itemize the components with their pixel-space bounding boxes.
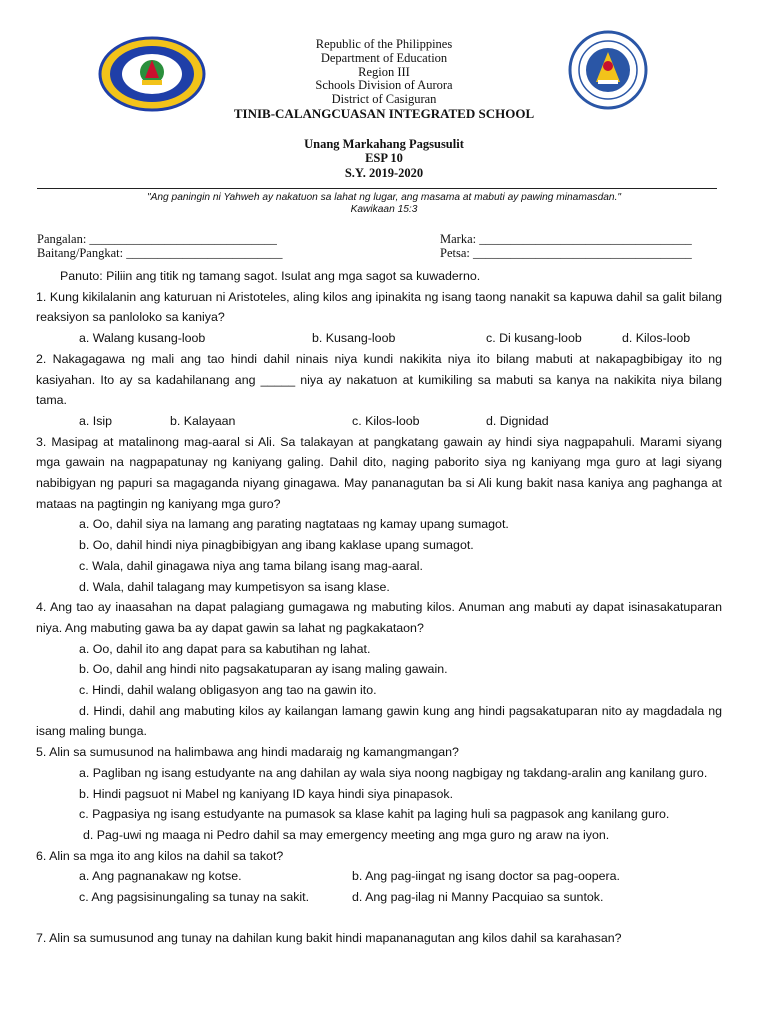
choice-option[interactable]: a. Isip <box>79 413 113 428</box>
choice-option[interactable]: a. Ang pagnanakaw ng kotse. <box>79 869 242 884</box>
name-field[interactable]: Pangalan: ______________________________ <box>37 232 277 246</box>
exam-title: Unang Markahang Pagsusulit <box>304 137 464 151</box>
choice-option[interactable]: d. Ang pag-ilag ni Manny Pacquiao sa suntok. <box>352 890 604 905</box>
choice-option[interactable]: c. Wala, dahil ginagawa niya ang tama bilang isang mag-aaral. <box>79 558 423 573</box>
choice-option[interactable]: c. Ang pagsisinungaling sa tunay na sakit. <box>79 890 310 905</box>
verse-text: "Ang paningin ni Yahweh ay nakatuon sa lahat ng lugar, ang masama at mabuti ay pawing minamasdan." <box>146 192 622 203</box>
choice-option[interactable]: c. Kilos-loob <box>352 413 420 428</box>
header-line: Schools Division of Aurora <box>315 78 453 93</box>
choice-option[interactable]: a. Oo, dahil siya na lamang ang parating nagtataas ng kamay upang sumagot. <box>79 517 509 532</box>
choice-option[interactable]: d. Kilos-loob <box>622 331 691 346</box>
choice-row <box>36 411 722 432</box>
question-2: 2. Nakagagawa ng mali ang tao hindi dahil ninais niya kundi nakikita niya ito bilang mabuti at nakapagbibigay ito ng kasiyahan. Ito ay sa kadahilanang ang _____ niya ay nakatuon at kumikiling sa mabuti sa kanya na nakikita niya bilang tama. <box>36 351 722 408</box>
score-field[interactable]: Marka: __________________________________ <box>440 232 692 246</box>
choice-option[interactable]: d. Pag-uwi ng maaga ni Pedro dahil sa may emergency meeting ang mga guro ng araw na iyon. <box>83 827 610 842</box>
choice-option[interactable]: d. Hindi, dahil ang mabuting kilos ay kailangan lamang gawin kung ang hindi pagsakatuparan nito ay magdadala ng isang maling bunga. <box>36 703 722 739</box>
choice-option[interactable]: a. Oo, dahil ito ang dapat para sa kabutihan ng lahat. <box>79 641 371 656</box>
choice-option[interactable]: b. Kusang-loob <box>312 331 396 346</box>
question-1: 1. Kung kikilalanin ang katuruan ni Aristoteles, aling kilos ang ipinakita ng isang taong nanakit sa kapuwa dahil sa galit bilang reaksiyon sa panloloko sa kaniya? <box>36 289 722 325</box>
header-line: District of Casiguran <box>331 92 437 107</box>
choice-option[interactable]: c. Hindi, dahil walang obligasyon ang tao na gawin ito. <box>79 683 377 698</box>
choice-option[interactable]: b. Kalayaan <box>170 413 236 428</box>
exam-title-block <box>0 137 768 180</box>
question-6: 6. Alin sa mga ito ang kilos na dahil sa takot? <box>36 848 284 863</box>
choice-row <box>36 328 722 349</box>
verse-block <box>0 192 768 216</box>
question-3: 3. Masipag at matalinong mag-aaral si Ali. Sa talakayan at pangkatang gawain ay hindi siya nagpapahuli. Marami siyang mga gawain na nagpapatunay ng kaniyang galing. Dahil dito, naging paborito siya ng kaniyang mga guro at lagi siyang nabibigyan ng papuri sa magaganda niyang ginagawa. May pananagutan ba si Ali kung bakit nasa kaniya ang paghanga at mataas na pagtingin ng kaniyang mga guro? <box>36 434 722 511</box>
choice-option[interactable]: a. Pagliban ng isang estudyante na ang dahilan ay wala siya noong nagbigay ng takdang-aralin ang kanilang guro. <box>79 765 708 780</box>
question-4: 4. Ang tao ay inaasahan na dapat palagiang gumagawa ng mabuting kilos. Anuman ang mabuti ay dapat isinasakatuparan niya. Ang mabuting gawa ba ay dapat gawin sa lahat ng pagkakataon? <box>36 600 722 635</box>
choice-option[interactable]: c. Di kusang-loob <box>486 331 582 346</box>
spacer <box>36 908 722 929</box>
instructions: Panuto: Piliin ang titik ng tamang sagot. Isulat ang mga sagot sa kuwaderno. <box>60 269 481 283</box>
choice-option[interactable]: d. Dignidad <box>486 413 549 428</box>
school-year: S.Y. 2019-2020 <box>344 165 424 180</box>
choice-option[interactable]: b. Oo, dahil ang hindi nito pagsakatuparan ay isang maling gawain. <box>79 662 448 677</box>
choice-option[interactable]: d. Wala, dahil talagang may kumpetisyon sa isang klase. <box>79 579 390 594</box>
choice-option[interactable]: c. Pagpasiya ng isang estudyante na pumasok sa klase kahit pa laging huli sa pagpasok ang kanilang guro. <box>79 807 670 822</box>
agency-header <box>0 38 768 107</box>
date-field[interactable]: Petsa: ___________________________________ <box>440 246 692 260</box>
header-line: Republic of the Philippines <box>315 37 453 51</box>
header-line: Department of Education <box>320 50 448 65</box>
choice-option[interactable]: b. Hindi pagsuot ni Mabel ng kaniyang ID kaya hindi siya pinapasok. <box>79 786 454 801</box>
choice-row <box>36 866 722 887</box>
header-line: Region III <box>358 64 410 79</box>
exam-subject: ESP 10 <box>365 151 403 166</box>
choice-option[interactable]: b. Ang pag-iingat ng isang doctor sa pag-oopera. <box>352 869 620 884</box>
grade-section-field[interactable]: Baitang/Pangkat: _________________________ <box>37 246 283 260</box>
verse-reference: Kawikaan 15:3 <box>350 203 418 215</box>
question-7: 7. Alin sa sumusunod ang tunay na dahilan kung bakit hindi mapananagutan ang kilos dahil sa karahasan? <box>36 931 622 946</box>
school-name: TINIB-CALANGCUASAN INTEGRATED SCHOOL <box>233 106 535 121</box>
choice-option[interactable]: a. Walang kusang-loob <box>79 331 206 346</box>
header-divider <box>37 188 717 189</box>
exam-body <box>36 266 722 949</box>
choice-row <box>36 887 722 908</box>
choice-option[interactable]: b. Oo, dahil hindi niya pinagbibigyan ang ibang kaklase upang sumagot. <box>79 538 474 553</box>
question-5: 5. Alin sa sumusunod na halimbawa ang hindi madaraig ng kamangmangan? <box>36 745 459 760</box>
